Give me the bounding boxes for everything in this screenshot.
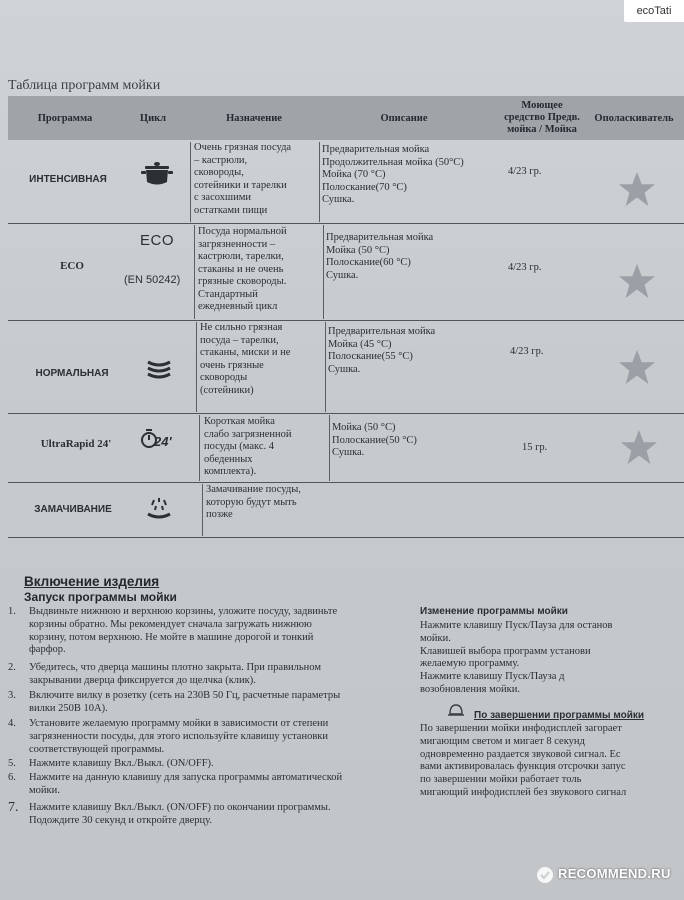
- text-line: Не сильно грязная: [200, 322, 283, 333]
- row-separator: [8, 320, 684, 321]
- text-line: с засохшими: [194, 192, 251, 203]
- row-eco-cycle-label: (EN 50242): [124, 274, 181, 286]
- timer-24-icon: 24': [154, 434, 172, 449]
- text-line: Полоскание(60 °C): [326, 257, 411, 268]
- divider: [319, 142, 320, 222]
- eco-icon: ECO: [140, 232, 175, 249]
- text-line: загрязненности –: [198, 238, 276, 250]
- divider: [196, 322, 197, 412]
- text-line: слабо загрязненной: [204, 428, 292, 440]
- text-line: по завершении мойки работает толь: [420, 774, 582, 786]
- row-normal-detergent: 4/23 гр.: [510, 346, 544, 357]
- text-line: комплекта).: [204, 466, 257, 477]
- text-line: корзины обратно. Мы рекомендует сначала загружать нижнюю: [29, 618, 312, 630]
- text-line: посуда – тарелки,: [200, 334, 279, 346]
- text-line: которую будут мыть: [206, 496, 297, 508]
- plates-icon: [146, 358, 172, 380]
- recommend-logo-icon: [536, 866, 554, 884]
- text-line: Предварительная мойка: [328, 326, 436, 337]
- text-line: Нажмите клавишу Вкл./Выкл. (ON/OFF).: [29, 758, 214, 769]
- text-line: загрязненности посуды, для этого используйте клавишу установки: [29, 730, 328, 742]
- text-line: соответствующей программы.: [29, 743, 165, 755]
- row-intensive-detergent: 4/23 гр.: [508, 166, 542, 177]
- divider: [323, 225, 324, 319]
- text-line: Клавишей выбора программ установи: [420, 645, 591, 657]
- text-line: фарфор.: [29, 644, 66, 656]
- step-number: 7.: [8, 800, 19, 815]
- text-line: Сушка.: [326, 269, 359, 281]
- text-line: кастрюли, тарелки,: [198, 251, 284, 262]
- text-line: стаканы, миски и не: [200, 347, 291, 358]
- text-line: Посуда нормальной: [198, 226, 287, 237]
- text-line: мигающим светом и мигает 8 секунд: [420, 735, 585, 747]
- row-intensive-program: ИНТЕНСИВНАЯ: [29, 174, 107, 185]
- header-detergent-line-1: Моющее: [521, 100, 563, 111]
- text-line: Полоскание(70 °C): [322, 181, 407, 193]
- text-line: Включите вилку в розетку (сеть на 230В 50 Гц, расчетные параметры: [29, 690, 341, 701]
- step-number: 1.: [8, 606, 16, 617]
- row-ultrarapid-program: UltraRapid 24': [40, 438, 112, 450]
- pot-icon: [140, 158, 174, 188]
- text-line: сотейники и тарелки: [194, 179, 287, 191]
- text-line: Полоскание(55 °C): [328, 351, 413, 362]
- text-line: посуды (макс. 4: [204, 441, 274, 452]
- divider: [329, 415, 330, 481]
- end-program-title: По завершении программы мойки: [474, 710, 645, 721]
- text-line: желаемую программу.: [420, 658, 520, 670]
- text-line: По завершении мойки инфодисплей загорает: [420, 723, 622, 734]
- text-line: Предварительная мойка: [326, 232, 434, 243]
- text-line: закрывании дверца фиксируется до щелчка (клик).: [29, 674, 256, 686]
- header-cycle: Цикл: [139, 113, 167, 124]
- step-number: 2.: [8, 662, 16, 673]
- step-number: 3.: [8, 690, 16, 701]
- soak-icon: [146, 496, 172, 520]
- end-program-text: [420, 723, 684, 800]
- text-line: (сотейники): [200, 384, 254, 396]
- text-line: Стандартный: [198, 288, 258, 300]
- step-number: 6.: [8, 772, 16, 783]
- step-number: 5.: [8, 758, 16, 769]
- change-program-text: [420, 620, 684, 697]
- text-line: Предварительная мойка: [322, 144, 430, 155]
- watermark-bottom: RECOMMEND.RU: [558, 866, 671, 881]
- text-line: Сушка.: [332, 447, 365, 458]
- text-line: вами активировалась функция отсрочки запус: [420, 761, 626, 773]
- text-line: Установите желаемую программу мойки в зависимости от степени: [29, 718, 329, 729]
- row-normal-description: [328, 326, 508, 376]
- text-line: – кастрюли,: [194, 154, 248, 166]
- text-line: сковороды: [200, 372, 248, 383]
- table-title: Таблица программ мойки: [8, 78, 161, 93]
- text-line: Мойка (45 °C): [328, 338, 392, 350]
- programs-table: [8, 96, 684, 542]
- row-intensive-description: [322, 144, 502, 207]
- text-line: Мойка (50 °C): [332, 422, 396, 433]
- text-line: мойки.: [29, 784, 60, 796]
- row-eco-program: ECO: [60, 260, 84, 272]
- header-description: Описание: [380, 113, 428, 124]
- text-line: сковороды,: [194, 167, 244, 178]
- text-line: одновременно раздается звуковой сигнал. Ес: [420, 748, 621, 760]
- header-purpose: Назначение: [226, 113, 282, 124]
- row-ultrarapid-purpose: [204, 416, 328, 479]
- row-eco-detergent: 4/23 гр.: [508, 262, 542, 273]
- star-icon: [618, 262, 656, 300]
- row-soak-program: ЗАМАЧИВАНИЕ: [34, 504, 112, 515]
- row-eco-description: [326, 232, 506, 282]
- bell-icon: [446, 702, 466, 718]
- text-line: мойки.: [420, 632, 451, 644]
- change-program-title: Изменение программы мойки: [420, 606, 568, 617]
- step-number: 4.: [8, 718, 16, 729]
- row-normal-program: НОРМАЛЬНАЯ: [35, 368, 109, 379]
- text-line: Продолжительная мойка (50°C): [322, 156, 464, 168]
- row-eco-purpose: [198, 226, 322, 314]
- table-header: [8, 96, 684, 140]
- text-line: Сушка.: [328, 363, 361, 375]
- text-line: мигающий инфодисплей без звукового сигнал: [420, 786, 627, 798]
- text-line: стаканы и не очень: [198, 263, 284, 275]
- text-line: Мойка (50 °C): [326, 244, 390, 256]
- text-line: Мойка (70 °C): [322, 169, 386, 180]
- divider: [199, 415, 200, 481]
- star-icon: [618, 348, 656, 386]
- text-line: очень грязные: [200, 359, 264, 371]
- row-separator: [8, 413, 684, 414]
- watermark-top: ecoTati: [624, 0, 684, 22]
- text-line: вилки 250В 10А).: [29, 702, 108, 714]
- row-normal-purpose: [200, 322, 324, 397]
- header-detergent-line-3: мойка / Мойка: [507, 124, 577, 135]
- text-line: ежедневный цикл: [198, 301, 278, 312]
- text-line: позже: [206, 509, 233, 520]
- divider: [194, 225, 195, 319]
- text-line: возобновления мойки.: [420, 683, 520, 695]
- row-intensive-purpose: [194, 142, 316, 217]
- text-line: Выдвиньте нижнюю и верхнюю корзины, уложите посуду, задвиньте: [29, 606, 338, 617]
- section-title: Включение изделия: [24, 574, 160, 589]
- row-soak-purpose: [206, 484, 336, 522]
- text-line: Нажмите клавишу Пуск/Пауза для останов: [420, 620, 613, 631]
- text-line: корзину, потом верхнюю. Не мойте в машине дорогой и тонкий: [29, 631, 314, 643]
- star-icon: [618, 170, 656, 208]
- text-line: Нажмите клавишу Пуск/Пауза д: [420, 671, 565, 683]
- text-line: Замачивание посуды,: [206, 484, 301, 495]
- header-detergent-line-2: средство Предв.: [504, 112, 580, 123]
- text-line: Сушка.: [322, 194, 355, 205]
- row-ultrarapid-description: [332, 422, 512, 460]
- text-line: Убедитесь, что дверца машины плотно закрыта. При правильном: [29, 662, 321, 673]
- section-subtitle: Запуск программы мойки: [24, 590, 177, 604]
- text-line: Нажмите клавишу Вкл./Выкл. (ON/OFF) по окончании программы.: [29, 802, 331, 813]
- row-separator: [8, 223, 684, 224]
- text-line: обеденных: [204, 453, 253, 465]
- text-line: Полоскание(50 °C): [332, 434, 417, 446]
- text-line: Подождите 30 секунд и откройте дверцу.: [29, 814, 212, 826]
- row-ultrarapid-detergent: 15 гр.: [522, 442, 548, 453]
- text-line: Нажмите на данную клавишу для запуска программы автоматической: [29, 772, 343, 783]
- star-icon: [620, 428, 658, 466]
- divider: [325, 322, 326, 412]
- row-separator: [8, 482, 684, 483]
- header-rinse: Ополаскиватель: [594, 113, 674, 124]
- divider: [190, 142, 191, 222]
- text-line: Короткая мойка: [204, 416, 275, 427]
- divider: [202, 484, 203, 536]
- text-line: остатками пищи: [194, 204, 268, 216]
- text-line: грязные сковороды.: [198, 276, 287, 287]
- row-separator: [8, 537, 684, 538]
- header-detergent: [492, 100, 592, 136]
- text-line: Очень грязная посуда: [194, 142, 292, 153]
- header-program: Программа: [37, 113, 93, 124]
